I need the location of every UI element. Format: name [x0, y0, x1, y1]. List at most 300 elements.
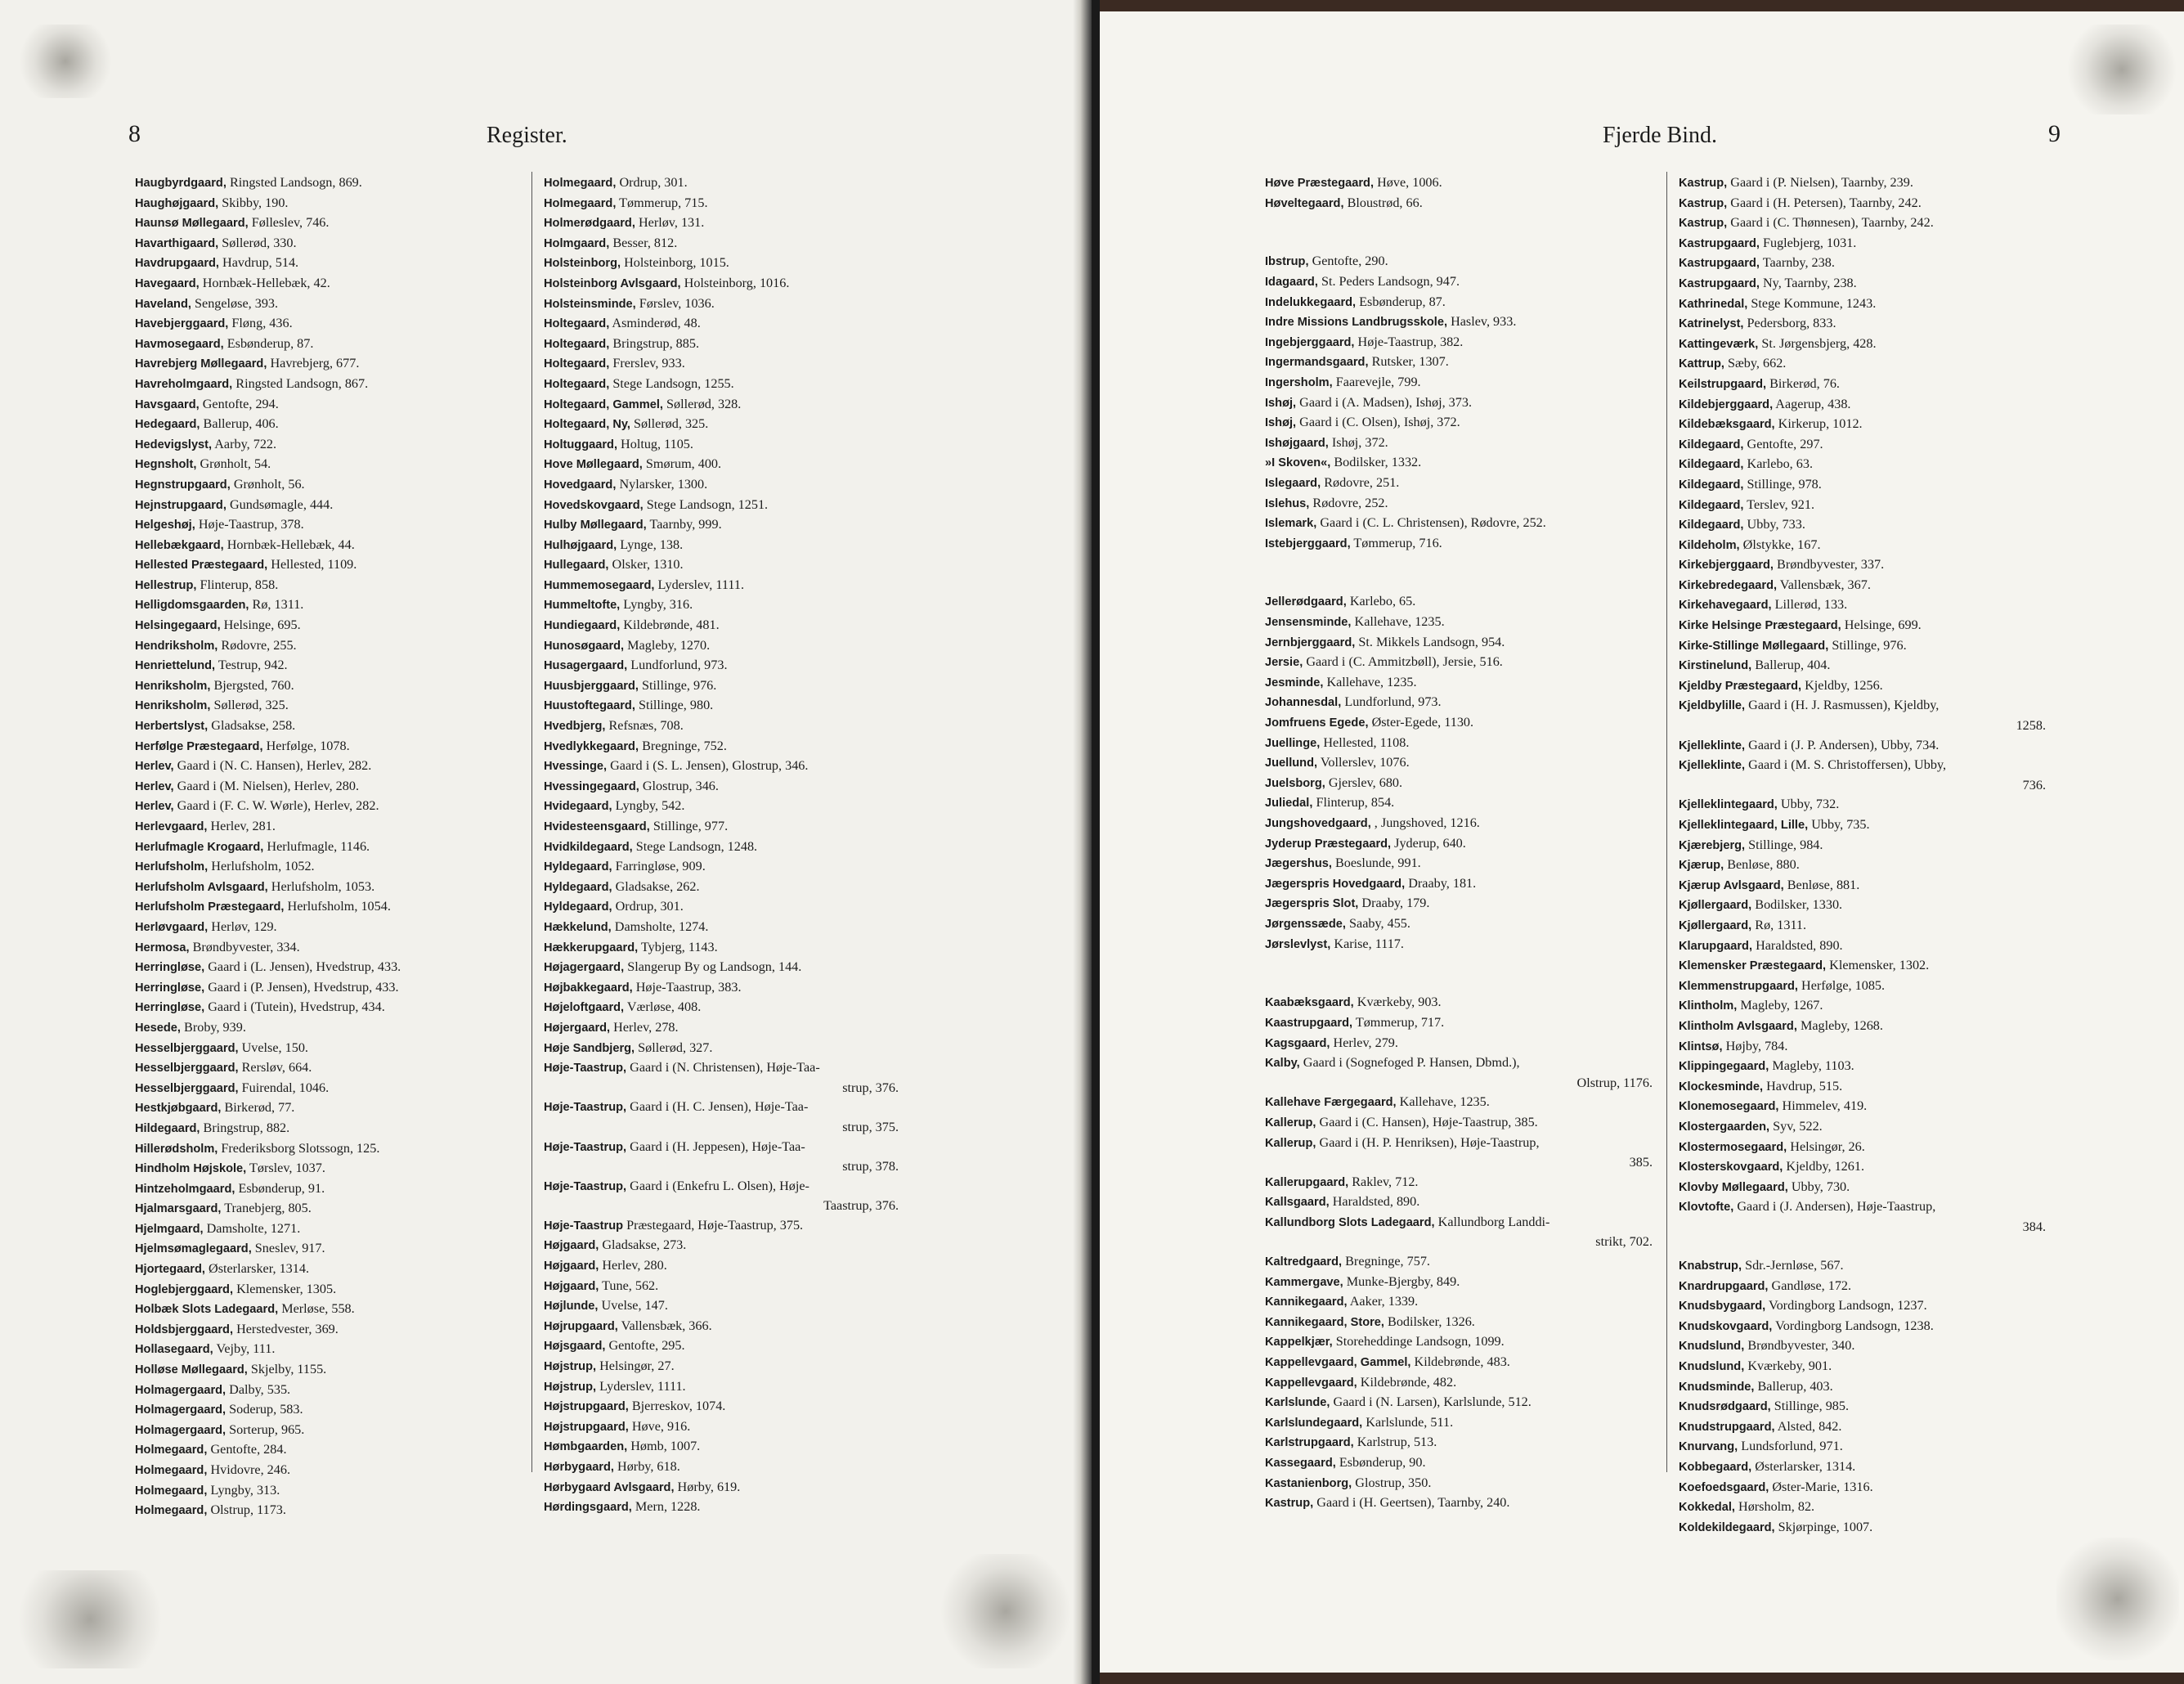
index-entry — [544, 455, 904, 475]
index-entry — [135, 757, 519, 777]
entry-name: Hummeltofte, — [544, 599, 621, 613]
entry-location: Klemensker, 1305. — [233, 1281, 337, 1296]
index-entry — [1679, 1157, 2051, 1178]
entry-location: Storeheddinge Landsogn, 1099. — [1332, 1334, 1505, 1349]
index-entry — [1679, 855, 2051, 876]
entry-location: Kildebrønde, 482. — [1357, 1374, 1457, 1390]
entry-location: Ordrup, 301. — [612, 899, 684, 914]
entry-location: Søllerød, 325. — [630, 416, 709, 432]
index-entry — [544, 1397, 904, 1417]
index-entry — [1265, 393, 1657, 414]
entry-location: Førslev, 1036. — [635, 295, 715, 311]
entry-location: Kildebrønde, 481. — [620, 617, 720, 633]
index-entry — [1679, 956, 2051, 977]
entry-location: Hornbæk-Hellebæk, 44. — [223, 537, 355, 552]
entry-name: Holbæk Slots Ladegaard, — [135, 1303, 279, 1317]
entry-name: Hintzeholmgaard, — [135, 1182, 235, 1196]
entry-name: Kammergave, — [1265, 1275, 1343, 1289]
entry-location: Farringløse, 909. — [612, 859, 706, 874]
entry-name: Hulby Møllegaard, — [544, 519, 647, 532]
entry-location: Bloustrød, 66. — [1343, 195, 1423, 210]
entry-name: Havarthigaard, — [135, 236, 219, 250]
index-entry — [1265, 293, 1657, 313]
entry-name: Jørslevlyst, — [1265, 937, 1331, 951]
entry-name: Juliedal, — [1265, 797, 1313, 811]
entry-name: Holtegaard, Ny, — [544, 418, 630, 432]
index-entry — [1679, 455, 2051, 475]
entry-name: Holtegaard, — [544, 317, 610, 331]
entry-name: Hollasegaard, — [135, 1343, 213, 1357]
index-entry — [135, 737, 519, 757]
entry-name: Kildegaard, — [1679, 438, 1744, 451]
index-entry — [1679, 1197, 2051, 1218]
entry-location: Helsinge, 699. — [1841, 617, 1922, 633]
index-entry — [1679, 213, 2051, 234]
index-entry — [135, 555, 519, 576]
index-entry — [544, 1058, 904, 1079]
index-entry — [135, 475, 519, 496]
index-column-left-1 — [135, 173, 519, 1521]
entry-name: Hørbygaard, — [544, 1461, 614, 1474]
entry-location: Kallehave, 1235. — [1396, 1094, 1490, 1110]
index-entry — [135, 636, 519, 657]
entry-location: Kirkerup, 1012. — [1774, 416, 1863, 432]
index-entry — [544, 676, 904, 697]
entry-location: Ølstykke, 167. — [1739, 537, 1821, 552]
entry-location: Herløv, 129. — [208, 918, 277, 934]
index-entry — [135, 1260, 519, 1280]
index-entry — [135, 1079, 519, 1099]
entry-location: Stege Kommune, 1243. — [1747, 295, 1877, 311]
entry-location: Gaard i (M. S. Christoffersen), Ubby, — [1745, 757, 1947, 773]
entry-location: Fløng, 436. — [228, 316, 293, 331]
entry-location: Gaard i (S. L. Jensen), Glostrup, 346. — [607, 758, 809, 774]
entry-name: Højbakkegaard, — [544, 981, 633, 995]
entry-name: Hvidkildegaard, — [544, 840, 633, 854]
entry-location: Lyderslev, 1111. — [654, 577, 744, 592]
entry-name: Højergaard, — [544, 1021, 611, 1035]
index-entry — [1265, 894, 1657, 914]
entry-location: Ballerup, 404. — [1751, 658, 1831, 673]
index-entry — [1679, 996, 2051, 1017]
index-entry — [135, 496, 519, 516]
entry-name: Holsteinborg, — [544, 257, 621, 271]
entry-location: Rødovre, 255. — [218, 637, 297, 653]
index-entry — [1679, 1017, 2051, 1037]
entry-location: Ny, Taarnby, 238. — [1759, 275, 1857, 290]
entry-location: Syv, 522. — [1769, 1118, 1823, 1134]
index-entry — [1265, 1213, 1657, 1233]
index-entry — [1265, 1353, 1657, 1373]
entry-name: Jægerspris Slot, — [1265, 897, 1359, 911]
index-entry — [1265, 914, 1657, 935]
index-entry — [135, 194, 519, 214]
entry-location: Stillinge, 976. — [1828, 637, 1907, 653]
entry-name: Herløvgaard, — [135, 920, 209, 934]
index-entry — [544, 194, 904, 214]
index-entry — [1265, 514, 1657, 534]
index-entry — [1679, 1256, 2051, 1277]
entry-name: Kildebjerggaard, — [1679, 397, 1774, 411]
entry-location: Glostrup, 350. — [1352, 1475, 1432, 1490]
index-entry — [1679, 936, 2051, 957]
index-entry — [544, 1317, 904, 1337]
entry-name: Kjelleklintegaard, Lille, — [1679, 819, 1809, 832]
index-entry — [1679, 1178, 2051, 1198]
entry-location: Karlebo, 63. — [1743, 456, 1813, 472]
entry-name: Ingermandsgaard, — [1265, 356, 1369, 370]
entry-name: Holmagergaard, — [135, 1423, 226, 1437]
entry-location: Ishøj, 372. — [1328, 434, 1388, 450]
index-entry — [1679, 1317, 2051, 1337]
index-entry — [135, 696, 519, 716]
entry-location: Hornbæk-Hellebæk, 42. — [199, 275, 330, 290]
entry-location: Kjeldby, 1256. — [1801, 677, 1883, 693]
entry-name: Hvidegaard, — [544, 800, 612, 814]
index-entry — [135, 335, 519, 355]
entry-name: Holløse Møllegaard, — [135, 1363, 248, 1377]
entry-location: Gentofte, 284. — [207, 1442, 287, 1457]
entry-location: Karlebo, 65. — [1346, 594, 1416, 609]
entry-name: Jellerødgaard, — [1265, 595, 1347, 609]
entry-name: Kjelleklintegaard, — [1679, 798, 1778, 812]
index-entry — [544, 616, 904, 636]
entry-name: Hækkelund, — [544, 920, 612, 934]
entry-location: Karlslunde, 511. — [1362, 1414, 1454, 1430]
index-entry — [544, 496, 904, 516]
entry-name: Jomfruens Egede, — [1265, 716, 1369, 730]
entry-location: Gentofte, 294. — [199, 396, 279, 411]
index-entry — [135, 515, 519, 536]
entry-name: Kagsgaard, — [1265, 1036, 1330, 1050]
entry-location: Gaard i (J. Andersen), Høje-Taastrup, — [1733, 1199, 1936, 1215]
entry-name: Klostermosegaard, — [1679, 1140, 1787, 1154]
entry-name: Hesselbjerggaard, — [135, 1041, 239, 1055]
index-entry — [1265, 874, 1657, 895]
entry-name: Klovby Møllegaard, — [1679, 1180, 1788, 1194]
index-entry — [1265, 592, 1657, 613]
entry-name: Kathrinedal, — [1679, 297, 1748, 311]
entry-location: Nylarsker, 1300. — [616, 476, 708, 492]
index-entry — [1265, 494, 1657, 514]
entry-name: Hyldegaard, — [544, 880, 612, 894]
entry-name: Havrebjerg Møllegaard, — [135, 357, 267, 371]
entry-location: Kildebrønde, 483. — [1410, 1354, 1510, 1370]
index-entry — [544, 636, 904, 657]
entry-location: Magleby, 1103. — [1769, 1058, 1854, 1074]
entry-location: Gaard i (N. Christensen), Høje-Taa- — [626, 1060, 820, 1076]
entry-location: Lyngby, 313. — [207, 1482, 280, 1498]
index-entry — [135, 1239, 519, 1260]
entry-location: Gaard i (Enkefru L. Olsen), Høje- — [626, 1178, 809, 1193]
entry-name: Klovtofte, — [1679, 1201, 1734, 1215]
entry-location: Bjerreskov, 1074. — [628, 1399, 726, 1414]
entry-location: Herlufsholm, 1053. — [267, 878, 375, 894]
entry-location: Ubby, 735. — [1808, 817, 1870, 832]
index-column-left-2 — [544, 173, 904, 1518]
entry-location: Følleslev, 746. — [248, 215, 330, 231]
entry-name: Hyldegaard, — [544, 860, 612, 874]
entry-name: Hegnsholt, — [135, 458, 197, 472]
index-entry — [1265, 793, 1657, 814]
index-entry-continuation: 1258. — [2016, 718, 2046, 734]
index-entry-continuation: strup, 376. — [842, 1080, 899, 1095]
entry-location: Rø, 1311. — [249, 597, 304, 613]
index-entry — [1265, 753, 1657, 774]
entry-name: Herlufsholm Avlsgaard, — [135, 880, 268, 894]
index-entry — [544, 897, 904, 918]
index-entry — [544, 1498, 904, 1518]
entry-name: Højgaard, — [544, 1239, 599, 1253]
entry-location: Merløse, 558. — [278, 1301, 355, 1317]
entry-location: Gaard i (N. C. Hansen), Herlev, 282. — [173, 758, 372, 774]
entry-location: Pedersborg, 833. — [1743, 316, 1836, 331]
entry-location: Grønholt, 54. — [196, 456, 271, 472]
index-entry — [544, 938, 904, 959]
entry-name: Hedegaard, — [135, 418, 200, 432]
entry-location: Høje-Taastrup, 383. — [632, 979, 742, 995]
entry-location: Bringstrup, 882. — [200, 1120, 290, 1135]
entry-name: Huusbjerggaard, — [544, 679, 639, 693]
entry-name: Islemark, — [1265, 517, 1317, 531]
index-entry — [1265, 433, 1657, 454]
page-header: Register. — [487, 123, 567, 148]
entry-name: Høje-Taastrup, — [544, 1062, 627, 1076]
index-entry — [135, 1159, 519, 1179]
entry-location: Olsker, 1310. — [608, 557, 684, 573]
index-entry — [544, 576, 904, 596]
index-entry — [135, 395, 519, 415]
index-entry — [1265, 1453, 1657, 1474]
entry-location: Havdrup, 514. — [219, 255, 299, 271]
index-entry — [1679, 515, 2051, 536]
index-entry — [135, 1179, 519, 1200]
entry-name: Høje-Taastrup — [544, 1219, 624, 1233]
index-entry — [135, 234, 519, 254]
index-entry — [1679, 1357, 2051, 1377]
entry-location: Gladsakse, 262. — [612, 878, 700, 894]
index-entry — [544, 254, 904, 274]
entry-name: Holmegaard, — [135, 1464, 208, 1477]
entry-location: Ubby, 730. — [1787, 1179, 1850, 1194]
index-entry — [135, 918, 519, 938]
index-entry — [1265, 1134, 1657, 1154]
index-entry — [135, 998, 519, 1018]
entry-location: Smørum, 400. — [642, 456, 722, 472]
entry-name: Holtegaard, Gammel, — [544, 397, 663, 411]
entry-location: Vordingborg Landsogn, 1238. — [1772, 1318, 1934, 1333]
index-entry — [1265, 373, 1657, 393]
entry-name: Hillerødsholm, — [135, 1142, 218, 1156]
entry-name: Højrupgaard, — [544, 1319, 618, 1333]
entry-name: Indre Missions Landbrugsskole, — [1265, 316, 1448, 330]
index-entry — [544, 918, 904, 938]
index-entry — [544, 1336, 904, 1357]
entry-location: Gaard i (P. Jensen), Hvedstrup, 433. — [204, 979, 399, 995]
entry-location: Gaard i (C. Hansen), Høje-Taastrup, 385. — [1316, 1114, 1538, 1129]
index-entry — [1679, 1097, 2051, 1117]
entry-name: Hjortegaard, — [135, 1263, 205, 1277]
entry-location: Øster-Egede, 1130. — [1368, 715, 1474, 730]
entry-name: Høje Sandbjerg, — [544, 1041, 635, 1055]
index-entry — [135, 254, 519, 274]
entry-location: Søllerød, 327. — [635, 1040, 713, 1055]
entry-name: Ishøjgaard, — [1265, 436, 1329, 450]
entry-location: Magleby, 1268. — [1796, 1017, 1883, 1033]
index-entry — [135, 938, 519, 959]
entry-name: Kildegaard, — [1679, 458, 1744, 472]
entry-name: Ingersholm, — [1265, 375, 1333, 389]
index-entry — [135, 716, 519, 737]
entry-location: Høve, 1006. — [1374, 175, 1442, 190]
entry-location: Tranebjerg, 805. — [221, 1201, 312, 1216]
entry-name: Hundiegaard, — [544, 619, 621, 633]
index-entry — [1679, 1296, 2051, 1317]
entry-location: Havdrup, 515. — [1763, 1078, 1843, 1093]
entry-location: Ballerup, 406. — [200, 416, 279, 432]
entry-location: Himmelev, 419. — [1778, 1098, 1868, 1114]
page-number: 8 — [128, 120, 141, 147]
index-entry — [1679, 676, 2051, 697]
section-gap — [1265, 554, 1657, 573]
index-entry — [544, 797, 904, 817]
entry-name: Højstrupgaard, — [544, 1420, 629, 1434]
entry-location: Kværkeby, 903. — [1353, 995, 1442, 1010]
entry-name: Kappellevgaard, Gammel, — [1265, 1356, 1411, 1370]
index-entry — [1265, 453, 1657, 474]
entry-location: Glostrup, 346. — [639, 778, 719, 793]
entry-name: Høje-Taastrup, — [544, 1179, 627, 1193]
entry-location: Stillinge, 984. — [1745, 837, 1823, 852]
entry-location: Tybjerg, 1143. — [638, 939, 718, 954]
entry-location: Hørby, 619. — [674, 1479, 741, 1494]
entry-name: Kattrup, — [1679, 357, 1724, 371]
index-entry-continuation: Olstrup, 1176. — [1576, 1075, 1653, 1090]
entry-location: Stillinge, 976. — [638, 677, 717, 693]
entry-location: Stege Landsogn, 1248. — [632, 838, 758, 854]
scan-smudge — [16, 25, 114, 98]
entry-location: Holsteinborg, 1015. — [621, 255, 729, 271]
index-entry — [544, 354, 904, 375]
index-entry — [1265, 474, 1657, 494]
index-entry — [1679, 636, 2051, 657]
entry-name: Hesselbjerggaard, — [135, 1062, 239, 1076]
entry-name: Knudsbygaard, — [1679, 1300, 1766, 1314]
entry-name: Hvedbjerg, — [544, 720, 606, 734]
index-entry — [1679, 395, 2051, 415]
entry-location: Lyngby, 316. — [620, 597, 693, 613]
entry-location: Flinterup, 854. — [1312, 795, 1395, 811]
entry-name: Kaastrupgaard, — [1265, 1016, 1353, 1030]
index-entry — [1265, 534, 1657, 555]
entry-name: Holmagergaard, — [135, 1403, 226, 1417]
index-entry — [1679, 194, 2051, 214]
entry-location: Rutsker, 1307. — [1368, 354, 1449, 370]
entry-name: Jyderup Præstegaard, — [1265, 837, 1392, 851]
index-entry — [544, 335, 904, 355]
entry-location: Damsholte, 1271. — [203, 1220, 301, 1236]
entry-name: Jersie, — [1265, 656, 1303, 670]
index-entry — [544, 1018, 904, 1039]
entry-location: Ringsted Landsogn, 869. — [226, 175, 362, 190]
entry-location: Vordingborg Landsogn, 1237. — [1765, 1298, 1927, 1314]
entry-location: Munke-Bjergby, 849. — [1343, 1273, 1460, 1289]
entry-name: Karlslundegaard, — [1265, 1416, 1363, 1430]
entry-name: Havdrupgaard, — [135, 257, 219, 271]
entry-name: Herringløse, — [135, 981, 205, 995]
entry-name: Holmegaard, — [544, 196, 617, 210]
index-entry — [135, 173, 519, 194]
entry-location: Fuglebjerg, 1031. — [1759, 235, 1857, 250]
entry-name: Knardrupgaard, — [1679, 1279, 1769, 1293]
index-entry — [135, 455, 519, 475]
index-entry-continuation: Taastrup, 376. — [823, 1198, 899, 1214]
entry-location: Brøndbyvester, 337. — [1773, 557, 1885, 573]
index-entry — [544, 1296, 904, 1317]
entry-name: Hørbygaard Avlsgaard, — [544, 1480, 675, 1494]
entry-name: Hermosa, — [135, 941, 190, 954]
entry-name: Hvedlykkegaard, — [544, 739, 639, 753]
entry-location: Tømmerup, 717. — [1352, 1014, 1445, 1030]
index-entry — [544, 1236, 904, 1256]
entry-location: Rersløv, 664. — [238, 1060, 312, 1076]
index-entry — [135, 1481, 519, 1502]
index-entry — [1679, 1057, 2051, 1077]
entry-location: Karise, 1117. — [1330, 936, 1404, 951]
entry-location: Benløse, 881. — [1783, 877, 1860, 892]
entry-name: Haughøjgaard, — [135, 196, 219, 210]
entry-location: Stillinge, 978. — [1743, 476, 1822, 492]
index-entry-continuation: strup, 378. — [842, 1159, 899, 1174]
entry-name: Havmosegaard, — [135, 337, 224, 351]
entry-location: Brøndbyvester, 334. — [189, 939, 300, 954]
entry-location: Esbønderup, 90. — [1335, 1455, 1426, 1470]
entry-location: Holsteinborg, 1016. — [680, 275, 790, 290]
entry-name: Hegnstrupgaard, — [135, 478, 231, 492]
entry-name: Kirkebredegaard, — [1679, 578, 1778, 592]
entry-name: Kannikegaard, — [1265, 1296, 1348, 1309]
entry-name: Kappellevgaard, — [1265, 1376, 1357, 1390]
index-entry — [544, 435, 904, 456]
index-entry — [544, 857, 904, 878]
index-entry — [1265, 1393, 1657, 1413]
entry-name: Hesede, — [135, 1021, 181, 1035]
entry-name: Kastrup, — [1265, 1497, 1314, 1511]
entry-location: Haraldsted, 890. — [1752, 937, 1843, 953]
index-entry — [135, 1360, 519, 1381]
index-entry — [135, 1280, 519, 1300]
entry-location: Hørsholm, 82. — [1734, 1499, 1815, 1515]
entry-location: Ubby, 732. — [1777, 797, 1840, 812]
entry-name: Kastrup, — [1679, 217, 1728, 231]
entry-name: Hummemosegaard, — [544, 578, 655, 592]
entry-location: Søllerød, 328. — [662, 396, 742, 411]
entry-name: Helsingegaard, — [135, 619, 221, 633]
entry-location: Magleby, 1267. — [1737, 998, 1823, 1013]
entry-location: Uvelse, 147. — [598, 1298, 668, 1314]
entry-location: Lundforlund, 973. — [1341, 694, 1442, 710]
entry-name: Kappelkjær, — [1265, 1336, 1333, 1349]
entry-location: Raklev, 712. — [1348, 1174, 1419, 1189]
entry-location: Stege Landsogn, 1251. — [643, 496, 769, 512]
entry-name: Kallehave Færgegaard, — [1265, 1096, 1397, 1110]
index-entry — [135, 897, 519, 918]
entry-location: Gaard i (H. Geertsen), Taarnby, 240. — [1313, 1495, 1510, 1511]
entry-location: Alsted, 842. — [1774, 1418, 1842, 1434]
entry-name: Helligdomsgaarden, — [135, 599, 249, 613]
entry-name: Herlev, — [135, 779, 174, 793]
entry-name: Holmegaard, — [544, 177, 617, 190]
